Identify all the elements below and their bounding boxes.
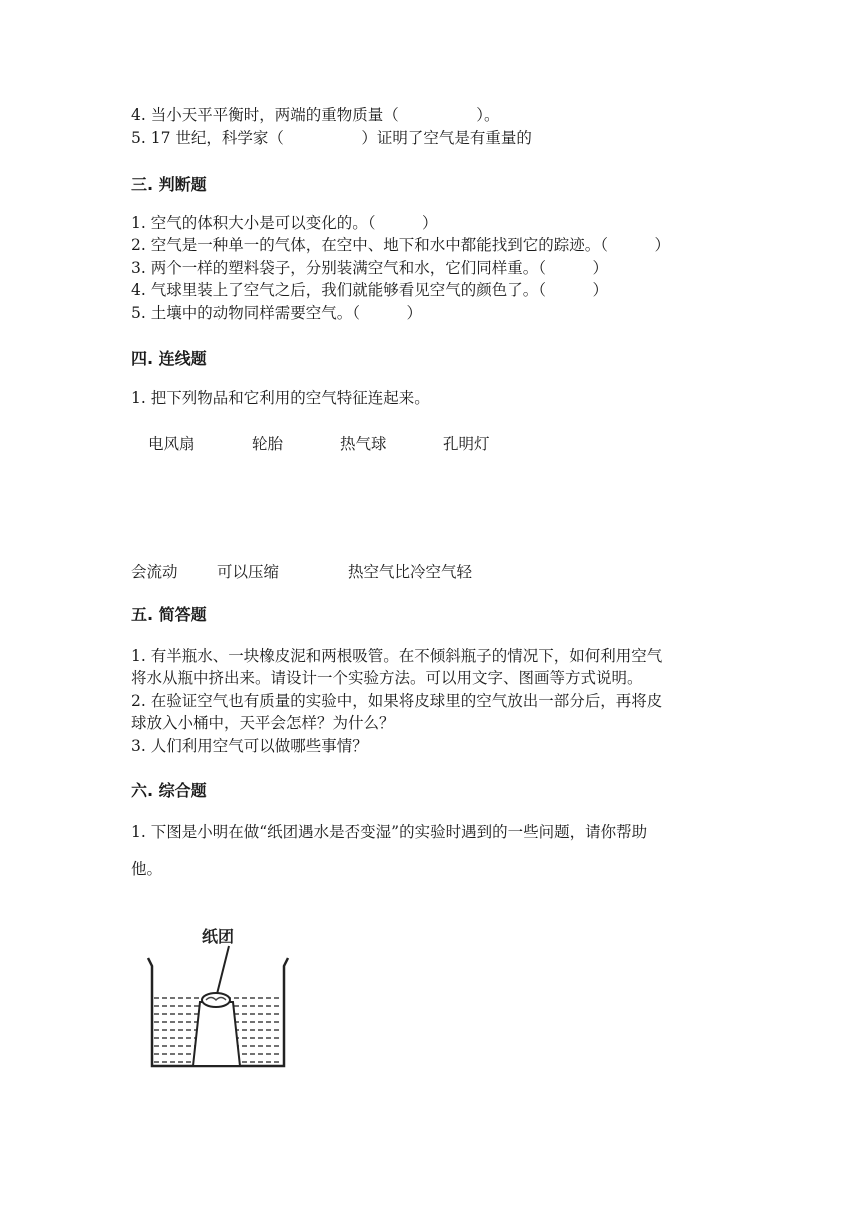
matching-feature-compressible: 可以压缩 <box>217 563 280 581</box>
paper-ball-experiment-figure <box>138 918 298 1074</box>
section-heading-matching: 四. 连线题 <box>131 349 207 368</box>
true-false-item: 5. 土壤中的动物同样需要空气。（ ） <box>131 304 422 322</box>
true-false-item: 4. 气球里装上了空气之后，我们就能够看见空气的颜色了。（ ） <box>131 281 608 299</box>
matching-question: 1. 把下列物品和它利用的空气特征连起来。 <box>131 389 430 407</box>
true-false-item: 3. 两个一样的塑料袋子，分别装满空气和水，它们同样重。（ ） <box>131 259 608 277</box>
section-heading-short-answer: 五. 简答题 <box>131 605 207 624</box>
section-heading-comprehensive: 六. 综合题 <box>131 781 207 800</box>
comprehensive-question-line: 1. 下图是小明在做“纸团遇水是否变湿”的实验时遇到的一些问题，请你帮助 <box>131 823 648 841</box>
true-false-item: 2. 空气是一种单一的气体，在空中、地下和水中都能找到它的踪迹。（ ） <box>131 236 670 254</box>
true-false-item: 1. 空气的体积大小是可以变化的。（ ） <box>131 214 438 232</box>
inverted-cup <box>193 1002 240 1066</box>
short-answer-line: 将水从瓶中挤出来。请设计一个实验方法。可以用文字、图画等方式说明。 <box>131 669 643 687</box>
short-answer-line: 3. 人们利用空气可以做哪些事情？ <box>131 737 368 755</box>
matching-object-fan: 电风扇 <box>148 435 195 453</box>
matching-feature-flows: 会流动 <box>131 563 178 581</box>
paper-ball-label: 纸团 <box>201 927 235 946</box>
short-answer-line: 2. 在验证空气也有质量的实验中，如果将皮球里的空气放出一部分后，再将皮 <box>131 692 663 710</box>
section-heading-true-false: 三. 判断题 <box>131 175 207 194</box>
fill-in-question-4: 4. 当小天平平衡时，两端的重物质量（ ）。 <box>131 106 500 124</box>
short-answer-line: 1. 有半瓶水、一块橡皮泥和两根吸管。在不倾斜瓶子的情况下，如何利用空气 <box>131 647 663 665</box>
matching-object-sky-lantern: 孔明灯 <box>443 435 490 453</box>
short-answer-line: 球放入小桶中，天平会怎样？为什么？ <box>131 714 395 732</box>
matching-feature-hot-air-lighter: 热空气比冷空气轻 <box>348 563 473 581</box>
label-pointer <box>216 946 229 998</box>
fill-in-question-5: 5. 17 世纪，科学家（ ）证明了空气是有重量的 <box>131 129 532 147</box>
matching-object-hot-air-balloon: 热气球 <box>340 435 387 453</box>
comprehensive-question-line: 他。 <box>131 860 163 878</box>
matching-object-tire: 轮胎 <box>252 435 284 453</box>
